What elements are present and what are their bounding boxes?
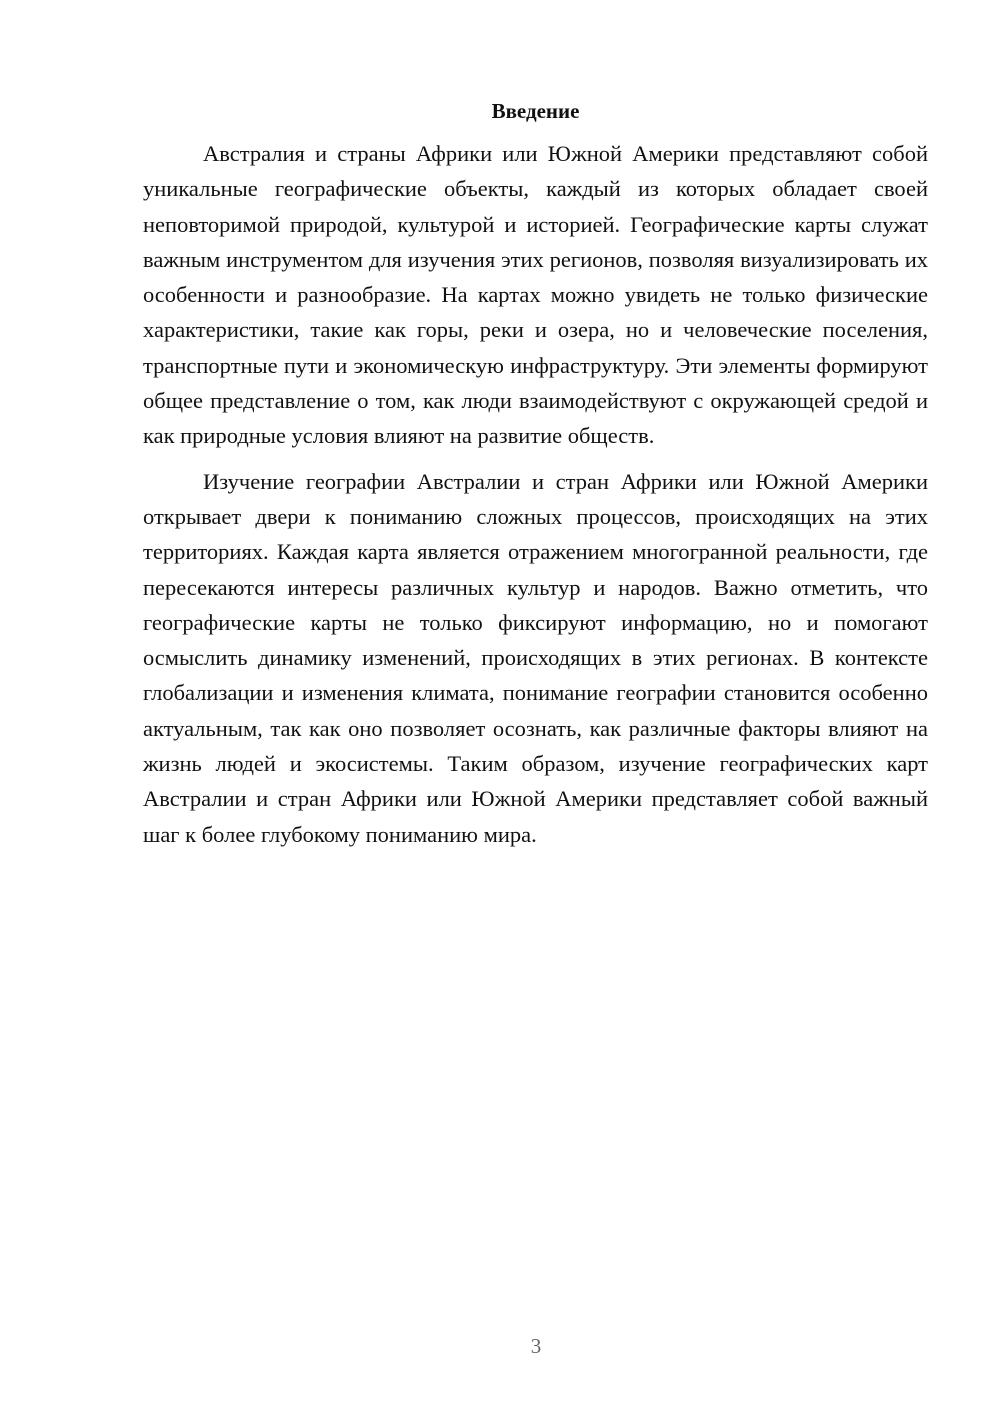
section-heading: Введение (491, 99, 580, 123)
paragraph-2: Изучение географии Австралии и стран Африки или Южной Америки открывает двери к пониманию сложных процессов, происходящих на этих территориях. Каждая карта является отражением многогранной реальности, где пересекаются интересы различных культур и народов. Важно отметить, что географические карты не только фиксируют информацию, но и помогают осмыслить динамику изменений, происходящих в этих регионах. В контексте глобализации и изменения климата, понимание географии становится особенно актуальным, так как оно позволяет осознать, как различные факторы влияют на жизнь людей и экосистемы. Таким образом, изучение географических карт Австралии и стран Африки или Южной Америки представляет собой важный шаг к более глубокому пониманию мира. (143, 468, 928, 847)
page-content (143, 96, 928, 852)
page-number: 3 (530, 1334, 542, 1358)
paragraph-1: Австралия и страны Африки или Южной Америки представляют собой уникальные географические объекты, каждый из которых обладает своей неповторимой природой, культурой и историей. Географические карты служат важным инструментом для изучения этих регионов, позволяя визуализировать их особенности и разнообразие. На картах можно увидеть не только физические характеристики, такие как горы, реки и озера, но и человеческие поселения, транспортные пути и экономическую инфраструктуру. Эти элементы формируют общее представление о том, как люди взаимодействуют с окружающей средой и как природные условия влияют на развитие обществ. (143, 141, 928, 449)
